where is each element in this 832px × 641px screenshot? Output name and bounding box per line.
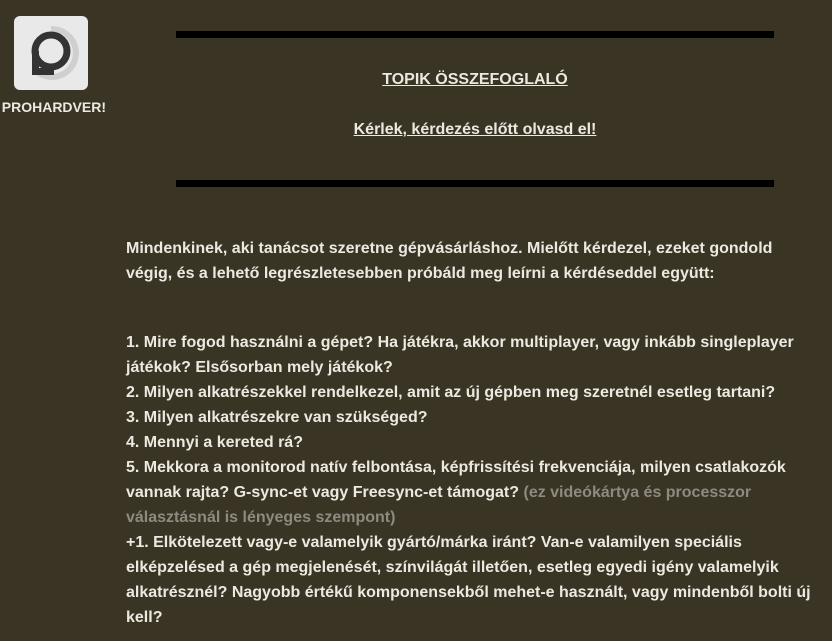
question-4: 4. Mennyi a kereted rá? [126,434,303,451]
question-5 [126,455,820,530]
divider-top [176,31,774,38]
topic-summary [126,236,820,630]
question-5-text: 5. Mekkora a monitorod natív felbontása, képfrissítési frekvenciája, milyen csatlakozók vannak rajta? G-sync-et vagy Freesync-et támogat? [126,459,786,501]
site-logo[interactable] [14,16,88,90]
intro-paragraph: Mindenkinek, aki tanácsot szeretne gépvásárláshoz. Mielőtt kérdezel, ezeket gondold végig, és a lehető legrészletesebben próbáld meg leírni a kérdéseddel együtt: [126,240,773,282]
prohardver-logo-icon [14,16,88,90]
divider-bottom [176,180,774,187]
question-1: 1. Mire fogod használni a gépet? Ha játékra, akkor multiplayer, vagy inkább singleplayer játékok? Elsősorban mely játékok? [126,334,794,376]
brand-name[interactable]: PROHARDVER! [1,99,106,115]
question-5-note: (ez videókártya és processzor választásnál is lényeges szempont) [126,484,752,526]
question-2: 2. Milyen alkatrészekkel rendelkezel, amit az új gépben meg szeretnél esetleg tartani? [126,384,776,401]
question-extra: +1. Elkötelezett vagy-e valamelyik gyártó/márka iránt? Van-e valamilyen speciális elképzelésed a gép megjelenését, színvilágát illetően, esetleg egyedi igény valamelyik alkatrésznél? Nagyobb értékű komponensekből mehet-e használt, vagy mindenből bolti új kell? [126,534,811,626]
topic-subtitle: Kérlek, kérdezés előtt olvasd el! [353,121,597,138]
question-3: 3. Milyen alkatrészekre van szükséged? [126,409,428,426]
topic-title: TOPIK ÖSSZEFOGLALÓ [382,71,568,88]
